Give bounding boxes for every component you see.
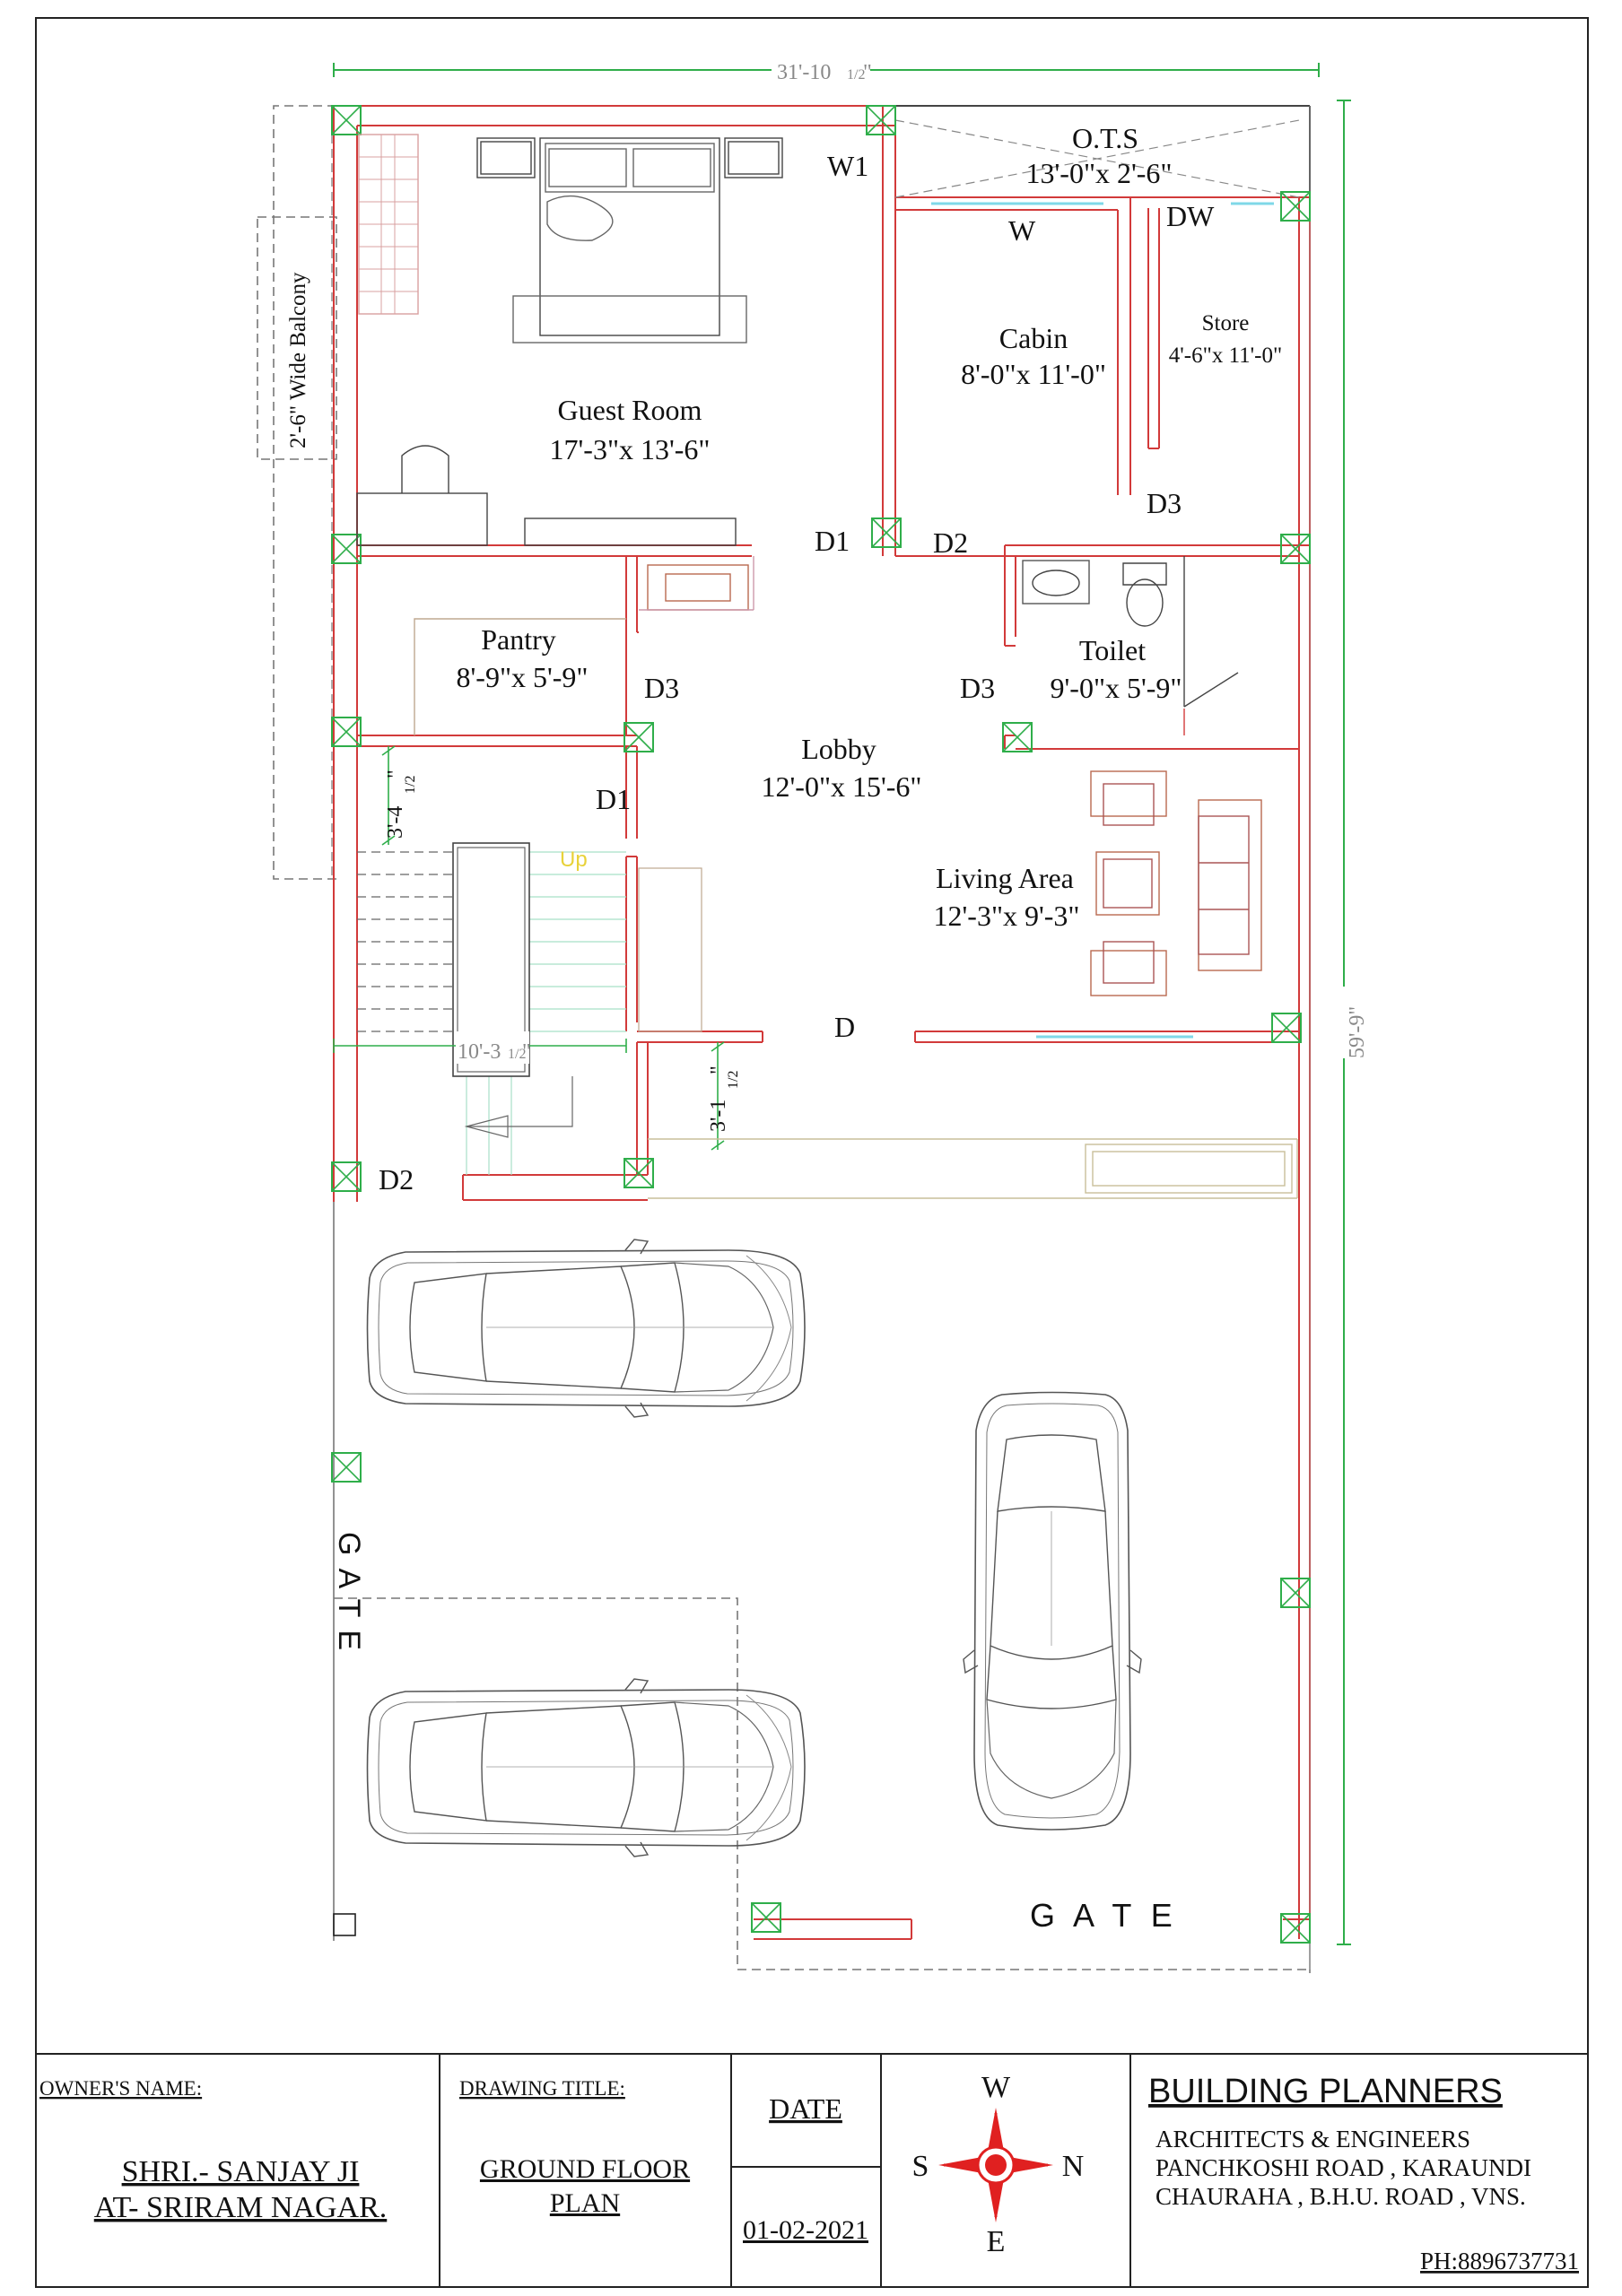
- owner-label: OWNER'S NAME:: [39, 2077, 203, 2100]
- lobby-size: 12'-0"x 15'-6": [761, 770, 922, 803]
- guest-room-furniture: [357, 135, 782, 545]
- pantry-size: 8'-9"x 5'-9": [456, 661, 589, 693]
- balcony: [257, 106, 336, 879]
- label-up: Up: [560, 848, 588, 872]
- porch-planter: [648, 1139, 1297, 1198]
- svg-text:": ": [522, 1040, 531, 1064]
- compass-e: E: [986, 2225, 1006, 2258]
- stair-landing-label: 3'-4: [384, 805, 407, 839]
- living-furniture: [1091, 771, 1261, 996]
- overall-width-dimension: [334, 52, 1319, 86]
- stair-width-label: 10'-3: [458, 1040, 501, 1064]
- svg-text:1/2: 1/2: [403, 775, 418, 794]
- passage-dimension: [707, 1042, 741, 1150]
- label-dw: DW: [1166, 200, 1215, 232]
- car-right-vertical: [964, 1393, 1141, 1831]
- owner-name: SHRI.- SANJAY JI: [121, 2155, 360, 2188]
- label-d3-store: D3: [1147, 487, 1182, 519]
- store-name: Store: [1201, 311, 1250, 335]
- lobby-cabinet: [639, 868, 702, 1031]
- overall-depth-label: 59'-9": [1346, 1005, 1369, 1058]
- drawing-title-cell: [459, 2077, 690, 2218]
- balcony-label: 2'-6" Wide Balcony: [286, 272, 310, 448]
- staircase: [357, 843, 626, 1175]
- firm-cell: [1148, 2073, 1579, 2274]
- sheet-border: [36, 18, 1588, 2287]
- svg-text:": ": [707, 1065, 730, 1074]
- label-d2-cabin: D2: [933, 526, 969, 559]
- passage-label: 3'-1: [707, 1099, 730, 1132]
- living-size: 12'-3"x 9'-3": [933, 900, 1080, 932]
- columns: [332, 106, 1310, 1943]
- compass-n: N: [1061, 2150, 1085, 2183]
- overall-depth-dimension: [1331, 100, 1369, 1944]
- label-d1-stair: D1: [596, 783, 632, 815]
- car-top-left: [368, 1239, 806, 1417]
- firm-phone: PH:8896737731: [1419, 2248, 1579, 2274]
- overall-width-frac: 1/2: [847, 67, 866, 83]
- car-bottom-left: [368, 1679, 806, 1857]
- pantry-counter: [414, 556, 754, 735]
- guest-room-name: Guest Room: [557, 394, 702, 426]
- cabin-name: Cabin: [998, 322, 1068, 354]
- gate-side-label: GATE: [332, 1532, 366, 1664]
- ots-size: 13'-0"x 2'-6": [1025, 157, 1173, 189]
- label-d1-guest: D1: [815, 525, 850, 557]
- cabin-size: 8'-0"x 11'-0": [961, 358, 1106, 390]
- firm-name: BUILDING PLANNERS: [1148, 2073, 1503, 2110]
- label-d-living: D: [834, 1011, 856, 1043]
- toilet-name: Toilet: [1078, 634, 1147, 666]
- svg-text:1/2: 1/2: [508, 1047, 527, 1062]
- pantry-name: Pantry: [481, 623, 556, 656]
- living-name: Living Area: [936, 862, 1074, 894]
- compass-w: W: [981, 2071, 1011, 2104]
- label-d3-pantry: D3: [644, 672, 680, 704]
- drawing-title-2: PLAN: [549, 2188, 621, 2218]
- svg-text:": ": [384, 770, 407, 778]
- drawing-label: DRAWING TITLE:: [459, 2077, 625, 2100]
- overall-width-label: 31'-10: [777, 61, 832, 84]
- owner-cell: [39, 2077, 387, 2224]
- date-value: 01-02-2021: [743, 2215, 868, 2245]
- ots-name: O.T.S: [1071, 122, 1139, 154]
- stair-width-dimension: [334, 1031, 626, 1064]
- label-d2-stair: D2: [379, 1163, 414, 1196]
- lobby-name: Lobby: [801, 733, 876, 765]
- walls: [334, 106, 1310, 1939]
- compass: [912, 2071, 1085, 2258]
- store-size: 4'-6"x 11'-0": [1168, 344, 1283, 368]
- firm-addr-2: CHAURAHA , B.H.U. ROAD , VNS.: [1155, 2183, 1526, 2210]
- label-w: W: [1008, 214, 1036, 247]
- label-d3-toilet: D3: [960, 672, 996, 704]
- svg-text:1/2: 1/2: [726, 1070, 741, 1089]
- gate-front-label: G A T E: [1030, 1897, 1178, 1934]
- owner-place: AT- SRIRAM NAGAR.: [93, 2191, 388, 2224]
- date-cell: [743, 2092, 868, 2245]
- compass-s: S: [911, 2150, 929, 2183]
- label-w1: W1: [827, 150, 869, 182]
- toilet-size: 9'-0"x 5'-9": [1050, 672, 1182, 704]
- drawing-title-1: GROUND FLOOR: [479, 2154, 691, 2184]
- stair-landing-dimension: [382, 746, 418, 845]
- guest-room-size: 17'-3"x 13'-6": [549, 433, 711, 465]
- gate-labels: [332, 1532, 1178, 1934]
- firm-addr-1: PANCHKOSHI ROAD , KARAUNDI: [1155, 2154, 1532, 2181]
- date-label: DATE: [769, 2092, 842, 2125]
- svg-text:": ": [863, 61, 872, 84]
- firm-sub: ARCHITECTS & ENGINEERS: [1155, 2126, 1470, 2152]
